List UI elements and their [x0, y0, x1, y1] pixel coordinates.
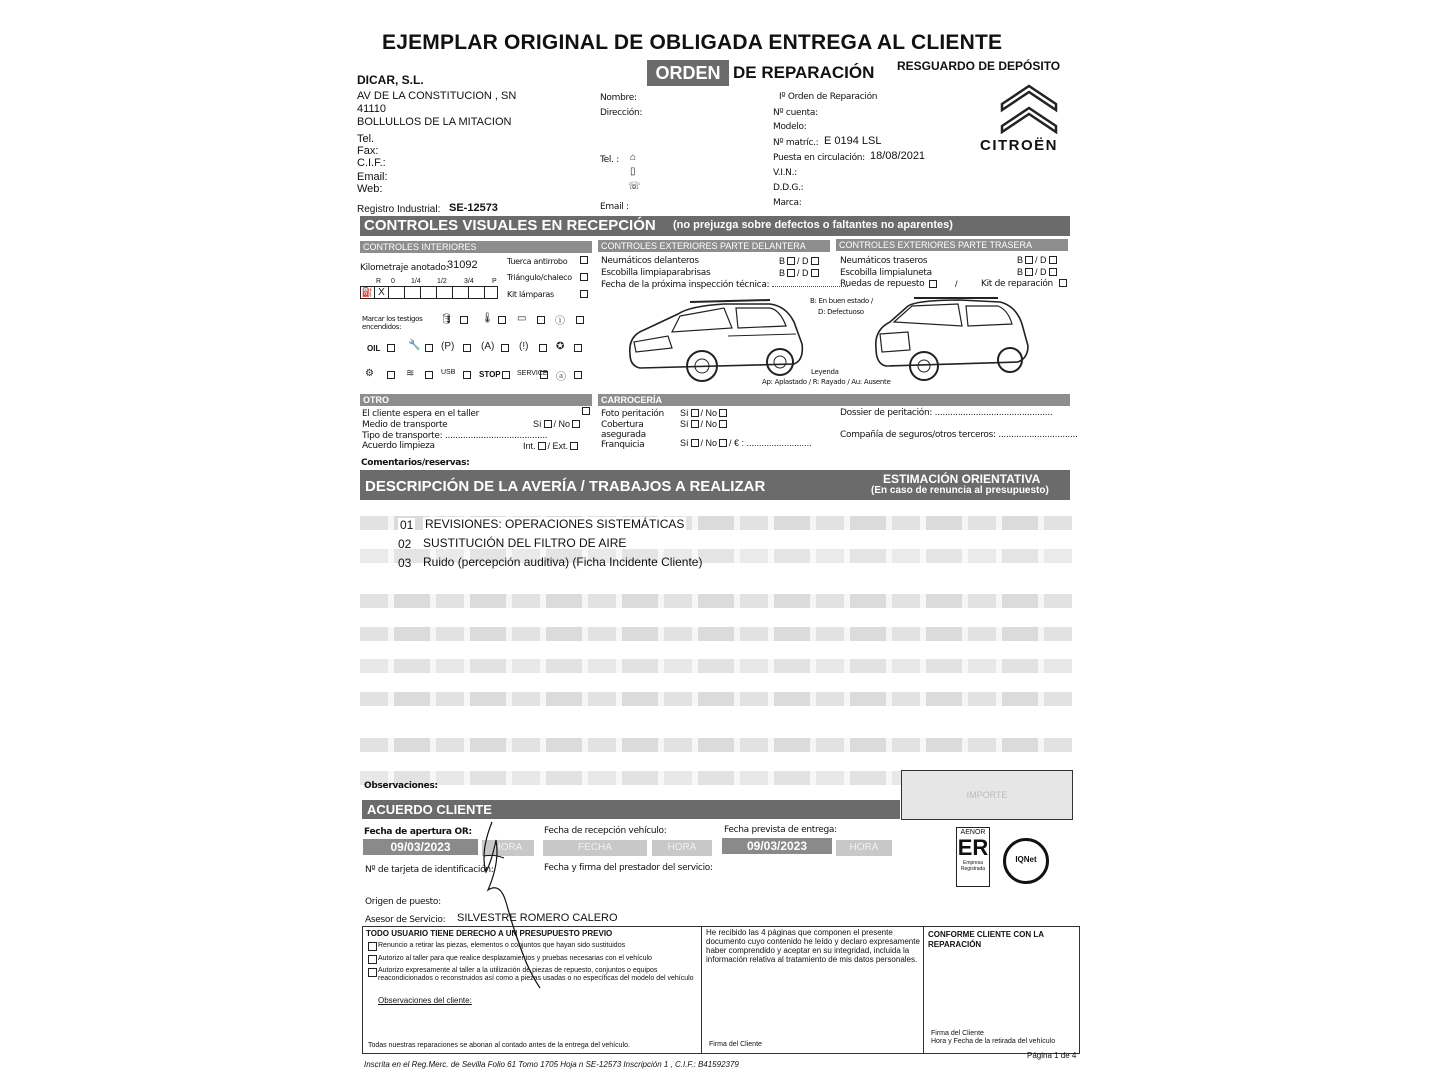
- anti-theft-nut-label: Tuerca antirrobo: [507, 257, 568, 266]
- registry-note: Inscrita en el Reg.Merc. de Sevilla Folio 61 Tomo 1705 Hoja n SE-12573 Inscripción 1 , C.I.F.: B41592379: [364, 1060, 739, 1069]
- received-pages-text: He recibido las 4 páginas que componen el presente documento cuyo contenido he leído y declaro expresamente haber comprendido y aceptar en su integridad, incluida la información relativa al tratamiento de mis datos personales.: [706, 928, 920, 964]
- auto-stop-icon: (A): [481, 341, 495, 352]
- fuel-cell[interactable]: [469, 287, 485, 298]
- fuel-cell[interactable]: [437, 287, 453, 298]
- work-item-text: Ruido (percepción auditiva) (Ficha Incidente Cliente): [423, 555, 703, 569]
- client-signature-2-label: Firma del Cliente: [931, 1030, 984, 1037]
- cleaning-ext-checkbox[interactable]: [570, 442, 578, 450]
- visual-controls-subtitle: (no prejuzga sobre defectos o faltantes no aparentes): [673, 219, 953, 231]
- citroen-chevrons-logo: [998, 80, 1060, 134]
- battery-icon: ▭: [517, 313, 527, 324]
- brake-warning-icon: ⓘ: [555, 316, 565, 327]
- front-tires-bad-checkbox[interactable]: [811, 257, 819, 265]
- work-line-shade: [360, 594, 1072, 608]
- franchise-no-checkbox[interactable]: [719, 439, 727, 447]
- wrench-icon: 🔧: [408, 340, 421, 351]
- wipers-label: Escobilla limpiaparabrisas: [601, 268, 711, 278]
- plate-label: Nº matríc.:: [773, 138, 819, 148]
- coolant-checkbox[interactable]: [498, 316, 506, 324]
- legend-title: Leyenda: [811, 368, 839, 376]
- account-label: Nº cuenta:: [773, 108, 818, 118]
- front-car-diagram: [620, 292, 808, 390]
- fuel-cell[interactable]: [405, 287, 421, 298]
- coverage-no-checkbox[interactable]: [719, 420, 727, 428]
- auto-stop-checkbox[interactable]: [501, 344, 509, 352]
- brake-checkbox[interactable]: [576, 316, 584, 324]
- company-email-label: Email:: [357, 171, 388, 183]
- anti-theft-nut-checkbox[interactable]: [580, 256, 588, 264]
- renounce-parts-checkbox[interactable]: [368, 942, 377, 951]
- photo-expertise-label: Foto peritación: [601, 409, 664, 419]
- cleaning-label: Acuerdo limpieza: [362, 441, 435, 451]
- service-wrench-checkbox[interactable]: [425, 344, 433, 352]
- comments-label: Comentarios/reservas:: [361, 458, 470, 468]
- front-controls-header: CONTROLES EXTERIORES PARTE DELANTERA: [598, 240, 830, 252]
- opening-hour-box[interactable]: HORA: [482, 840, 534, 856]
- transport-yes-checkbox[interactable]: [544, 420, 552, 428]
- aenor-er-seal: [956, 827, 990, 887]
- spare-wheel-label: Ruedas de repuesto: [840, 279, 925, 289]
- photo-yes-checkbox[interactable]: [691, 409, 699, 417]
- amount-box: [901, 770, 1073, 820]
- spare-wheel-checkbox[interactable]: [929, 280, 937, 288]
- consent-divider-1: [701, 926, 702, 1054]
- battery-checkbox[interactable]: [537, 316, 545, 324]
- fuel-gauge: [360, 286, 498, 299]
- engine-check-icon: ⚙: [365, 368, 374, 379]
- consent-divider-2: [923, 926, 924, 1054]
- er-caption: Empresa Registrada: [960, 860, 986, 872]
- client-waits-label: El cliente espera en el taller: [362, 409, 480, 419]
- cleaning-int-ext: Int. / Ext.: [523, 441, 580, 451]
- front-tires-good-checkbox[interactable]: [787, 257, 795, 265]
- ddg-label: D.D.G.:: [773, 183, 804, 193]
- registry-label: Registro Industrial:: [357, 204, 441, 215]
- work-item-text: SUSTITUCIÓN DEL FILTRO DE AIRE: [423, 536, 627, 550]
- pickup-label: Hora y Fecha de la retirada del vehículo: [931, 1038, 1056, 1045]
- parking-brake-checkbox[interactable]: [463, 344, 471, 352]
- fuel-cell[interactable]: [389, 287, 405, 298]
- transport-label: Medio de transporte: [362, 420, 448, 430]
- order-title: DE REPARACIÓN: [733, 63, 875, 82]
- authorize-tests-checkbox[interactable]: [368, 955, 377, 964]
- franchise-yes-checkbox[interactable]: [691, 439, 699, 447]
- airbag-icon: ✪: [556, 341, 565, 352]
- iqnet-seal: [1003, 838, 1049, 884]
- coverage-label: Cobertura asegurada: [601, 420, 646, 440]
- fuel-pump-icon: ⛽: [361, 287, 374, 297]
- order-number-label: Iº Orden de Reparación: [779, 92, 878, 102]
- payment-note: Todas nuestras reparaciones se abonan al contado antes de la entrega del vehículo.: [368, 1042, 630, 1049]
- fuel-scale-r: R: [376, 278, 382, 285]
- franchise-label: Franquicia: [601, 440, 645, 450]
- triangle-vest-label: Triángulo/chaleco: [507, 273, 572, 282]
- reception-date-label: Fecha de recepción vehículo:: [544, 826, 667, 836]
- client-observations-label: Observaciones del cliente:: [378, 996, 472, 1005]
- rear-wiper-bd: B / D: [1017, 267, 1059, 277]
- home-phone-icon: ⌂: [630, 152, 637, 163]
- work-line-shade: [360, 627, 1072, 641]
- authorize-parts-label: Autorizo expresamente al taller a la utilización de piezas de repuesto, conjuntos o equipos reacondicionados o reconstruidos así como a piezas usadas o no específicas del modelo del vehículo: [378, 967, 694, 982]
- vin-label: V.I.N.:: [773, 168, 797, 178]
- next-inspection-label: Fecha de la próxima inspección técnica:: [601, 280, 848, 290]
- authorize-tests-label: Autorizo al taller para que realice desplazamientos y pruebas necesarias con el vehículo: [378, 955, 652, 962]
- spare-wheel-slash: /: [955, 279, 958, 289]
- photo-no-checkbox[interactable]: [719, 409, 727, 417]
- bulb-kit-label: Kit lámparas: [507, 290, 554, 299]
- wipers-bd: B / D: [779, 268, 821, 278]
- work-line-shade: [360, 692, 1072, 706]
- work-item-code: 01: [400, 518, 414, 532]
- airbag-checkbox[interactable]: [574, 344, 582, 352]
- usb-warning-label: USB: [441, 369, 456, 376]
- franchise-yes-no: Sí / No / € : ..........................: [680, 438, 812, 448]
- deposit-label: RESGUARDO DE DEPÓSITO: [897, 59, 1061, 73]
- order-badge: ORDEN: [647, 60, 729, 86]
- iqnet-label: IQNet: [1015, 855, 1037, 864]
- plate-value: E 0194 LSL: [824, 135, 882, 147]
- oil-level-checkbox[interactable]: [460, 316, 468, 324]
- expected-date-value: 09/03/2023: [722, 838, 832, 854]
- repair-description-title: DESCRIPCIÓN DE LA AVERÍA / TRABAJOS A REALIZAR: [365, 478, 766, 495]
- wipers-bad-checkbox[interactable]: [811, 269, 819, 277]
- service-warning-label: SERVICE: [517, 370, 548, 377]
- transport-yes-no: Sí / No: [533, 419, 582, 429]
- parking-brake-icon: (P): [441, 341, 455, 352]
- expected-hour-box[interactable]: HORA: [836, 840, 892, 856]
- rear-wiper-good-checkbox[interactable]: [1025, 268, 1033, 276]
- company-address: AV DE LA CONSTITUCION , SN: [357, 90, 517, 102]
- coverage-yes-no: Sí / No: [680, 419, 729, 429]
- work-item-code: 02: [398, 537, 412, 551]
- expected-date-label: Fecha prevista de entrega:: [724, 825, 837, 835]
- estimate-title: ESTIMACIÓN ORIENTATIVA: [883, 472, 1041, 486]
- service-checkbox[interactable]: [540, 371, 548, 379]
- rear-car-diagram: [868, 292, 1034, 388]
- expertise-file-label: Dossier de peritación: ..............................................: [840, 408, 1053, 418]
- work-line-shade: [360, 738, 1072, 752]
- stop-warning-label: STOP: [479, 370, 501, 379]
- fuel-cell[interactable]: [453, 287, 469, 298]
- oil-warning-label: OIL: [367, 344, 381, 353]
- bulb-kit-checkbox[interactable]: [580, 290, 588, 298]
- fuel-scale-half: 1/2: [437, 278, 447, 285]
- cleaning-int-checkbox[interactable]: [538, 442, 546, 450]
- citroen-logo-text: CITROËN: [980, 137, 1058, 154]
- id-card-label: Nº de tarjeta de identificación:: [365, 865, 494, 875]
- work-line-shade: [360, 659, 1072, 673]
- work-item-text: REVISIONES: OPERACIONES SISTEMÁTICAS: [425, 517, 685, 531]
- fuel-scale-full: P: [492, 278, 497, 285]
- fuel-cell-r[interactable]: X: [375, 287, 389, 298]
- bodywork-header: CARROCERÍA: [598, 394, 1070, 406]
- mobile-phone-icon: ▯: [630, 166, 636, 177]
- oil-can-icon: 🛢: [440, 314, 453, 325]
- transport-type-label: Tipo de transporte: ........................................: [362, 431, 548, 441]
- registry-value: SE-12573: [449, 202, 498, 214]
- rear-wiper-label: Escobilla limpialuneta: [840, 268, 932, 278]
- front-tires-bd: B / D: [779, 256, 821, 266]
- rear-tires-good-checkbox[interactable]: [1025, 256, 1033, 264]
- estimate-subtitle: (En caso de renuncia al presupuesto): [871, 485, 1049, 496]
- other-header: OTRO: [360, 394, 592, 406]
- reception-date-box[interactable]: FECHA: [543, 840, 647, 856]
- tire-pressure-checkbox[interactable]: [539, 344, 547, 352]
- provider-signature-label: Fecha y firma del prestador del servicio:: [544, 863, 713, 873]
- company-fax-label: Fax:: [357, 145, 379, 157]
- registration-value: 18/08/2021: [870, 150, 926, 162]
- client-signature-label: Firma del Cliente: [709, 1041, 762, 1048]
- legend-good: B: En buen estado /: [810, 297, 873, 305]
- advisor-name: SILVESTRE ROMERO CALERO: [457, 912, 618, 924]
- client-waits-checkbox[interactable]: [582, 407, 590, 415]
- company-name: DICAR, S.L.: [357, 73, 424, 87]
- company-tel-label: Tel.: [357, 133, 375, 145]
- mileage-value: 31092: [447, 259, 478, 271]
- triangle-vest-checkbox[interactable]: [580, 273, 588, 281]
- budget-right-label: TODO USUARIO TIENE DERECHO A UN PRESUPUESTO PREVIO: [366, 929, 613, 938]
- rear-tires-bad-checkbox[interactable]: [1049, 256, 1057, 264]
- legend-values: Ap: Aplastado / R: Rayado / Au: Ausente: [762, 378, 891, 386]
- observations-label: Observaciones:: [364, 781, 438, 791]
- company-postal-code: 41110: [357, 103, 386, 115]
- stability-checkbox[interactable]: [425, 371, 433, 379]
- fuel-cell[interactable]: [421, 287, 437, 298]
- model-label: Modelo:: [773, 122, 807, 132]
- conform-title: CONFORME CLIENTE CON LA REPARACIÓN: [928, 930, 1044, 949]
- renounce-parts-label: Renuncio a retirar las piezas, elementos o conjuntos que hayan sido sustituidos: [378, 942, 626, 949]
- client-email-label: Email :: [600, 202, 629, 212]
- transport-no-checkbox[interactable]: [572, 420, 580, 428]
- legend-bad: D: Defectuoso: [818, 308, 864, 316]
- office-phone-icon: ☏: [628, 181, 641, 192]
- reception-hour-box[interactable]: HORA: [652, 840, 712, 856]
- abs-checkbox[interactable]: [574, 371, 582, 379]
- warning-lights-label: Marcar los testigos encendidos:: [362, 315, 423, 331]
- rear-controls-header: CONTROLES EXTERIORES PARTE TRASERA: [836, 239, 1068, 251]
- rear-tires-label: Neumáticos traseros: [840, 256, 928, 266]
- usb-checkbox[interactable]: [463, 371, 471, 379]
- insurer-label: Compañía de seguros/otros terceros: ...............................: [840, 430, 1078, 440]
- oil-warning-checkbox[interactable]: [387, 344, 395, 352]
- opening-date-label: Fecha de apertura OR:: [364, 827, 472, 837]
- aenor-label: AENOR: [960, 829, 986, 836]
- fuel-scale-0: 0: [391, 278, 395, 285]
- authorize-parts-checkbox[interactable]: [368, 968, 377, 977]
- page-number: Página 1 de 4: [1027, 1051, 1077, 1060]
- advisor-label: Asesor de Servicio:: [365, 915, 446, 925]
- front-tires-label: Neumáticos delanteros: [601, 256, 699, 266]
- interior-controls-header: CONTROLES INTERIORES: [360, 241, 592, 253]
- main-title: EJEMPLAR ORIGINAL DE OBLIGADA ENTREGA AL CLIENTE: [382, 31, 1003, 54]
- abs-warning-icon: ⓐ: [556, 372, 566, 383]
- coverage-yes-checkbox[interactable]: [691, 420, 699, 428]
- amount-label: IMPORTE: [966, 790, 1008, 800]
- mileage-label: Kilometraje anotado:: [360, 263, 449, 273]
- brand-label: Marca:: [773, 198, 802, 208]
- coolant-temperature-icon: 🌡: [481, 313, 494, 324]
- er-mark: ER: [957, 835, 989, 860]
- company-cif-label: C.I.F.:: [357, 157, 386, 169]
- photo-yes-no: Sí / No: [680, 408, 729, 418]
- registration-label: Puesta en circulación:: [773, 153, 865, 163]
- repair-kit-checkbox[interactable]: [1059, 279, 1067, 287]
- fuel-scale-three-quarter: 3/4: [464, 278, 474, 285]
- tire-pressure-icon: (!): [519, 341, 529, 352]
- wipers-good-checkbox[interactable]: [787, 269, 795, 277]
- stability-control-icon: ≋: [406, 368, 415, 379]
- client-address-label: Dirección:: [600, 108, 643, 118]
- client-agreement-title: ACUERDO CLIENTE: [367, 802, 492, 817]
- repair-kit-label: Kit de reparación: [981, 279, 1053, 289]
- opening-date-value: 09/03/2023: [363, 839, 478, 855]
- company-city: BOLLULLOS DE LA MITACION: [357, 116, 512, 128]
- fuel-cell[interactable]: [485, 287, 497, 298]
- fuel-scale-quarter: 1/4: [411, 278, 421, 285]
- engine-check-checkbox[interactable]: [387, 371, 395, 379]
- visual-controls-title: CONTROLES VISUALES EN RECEPCIÓN: [364, 217, 656, 234]
- rear-tires-bd: B / D: [1017, 255, 1059, 265]
- client-name-label: Nombre:: [600, 93, 637, 103]
- origin-label: Origen de puesto:: [365, 897, 441, 907]
- company-web-label: Web:: [357, 183, 383, 195]
- work-item-code: 03: [398, 556, 412, 570]
- rear-wiper-bad-checkbox[interactable]: [1049, 268, 1057, 276]
- client-tel-label: Tel. :: [600, 155, 619, 165]
- stop-checkbox[interactable]: [502, 371, 510, 379]
